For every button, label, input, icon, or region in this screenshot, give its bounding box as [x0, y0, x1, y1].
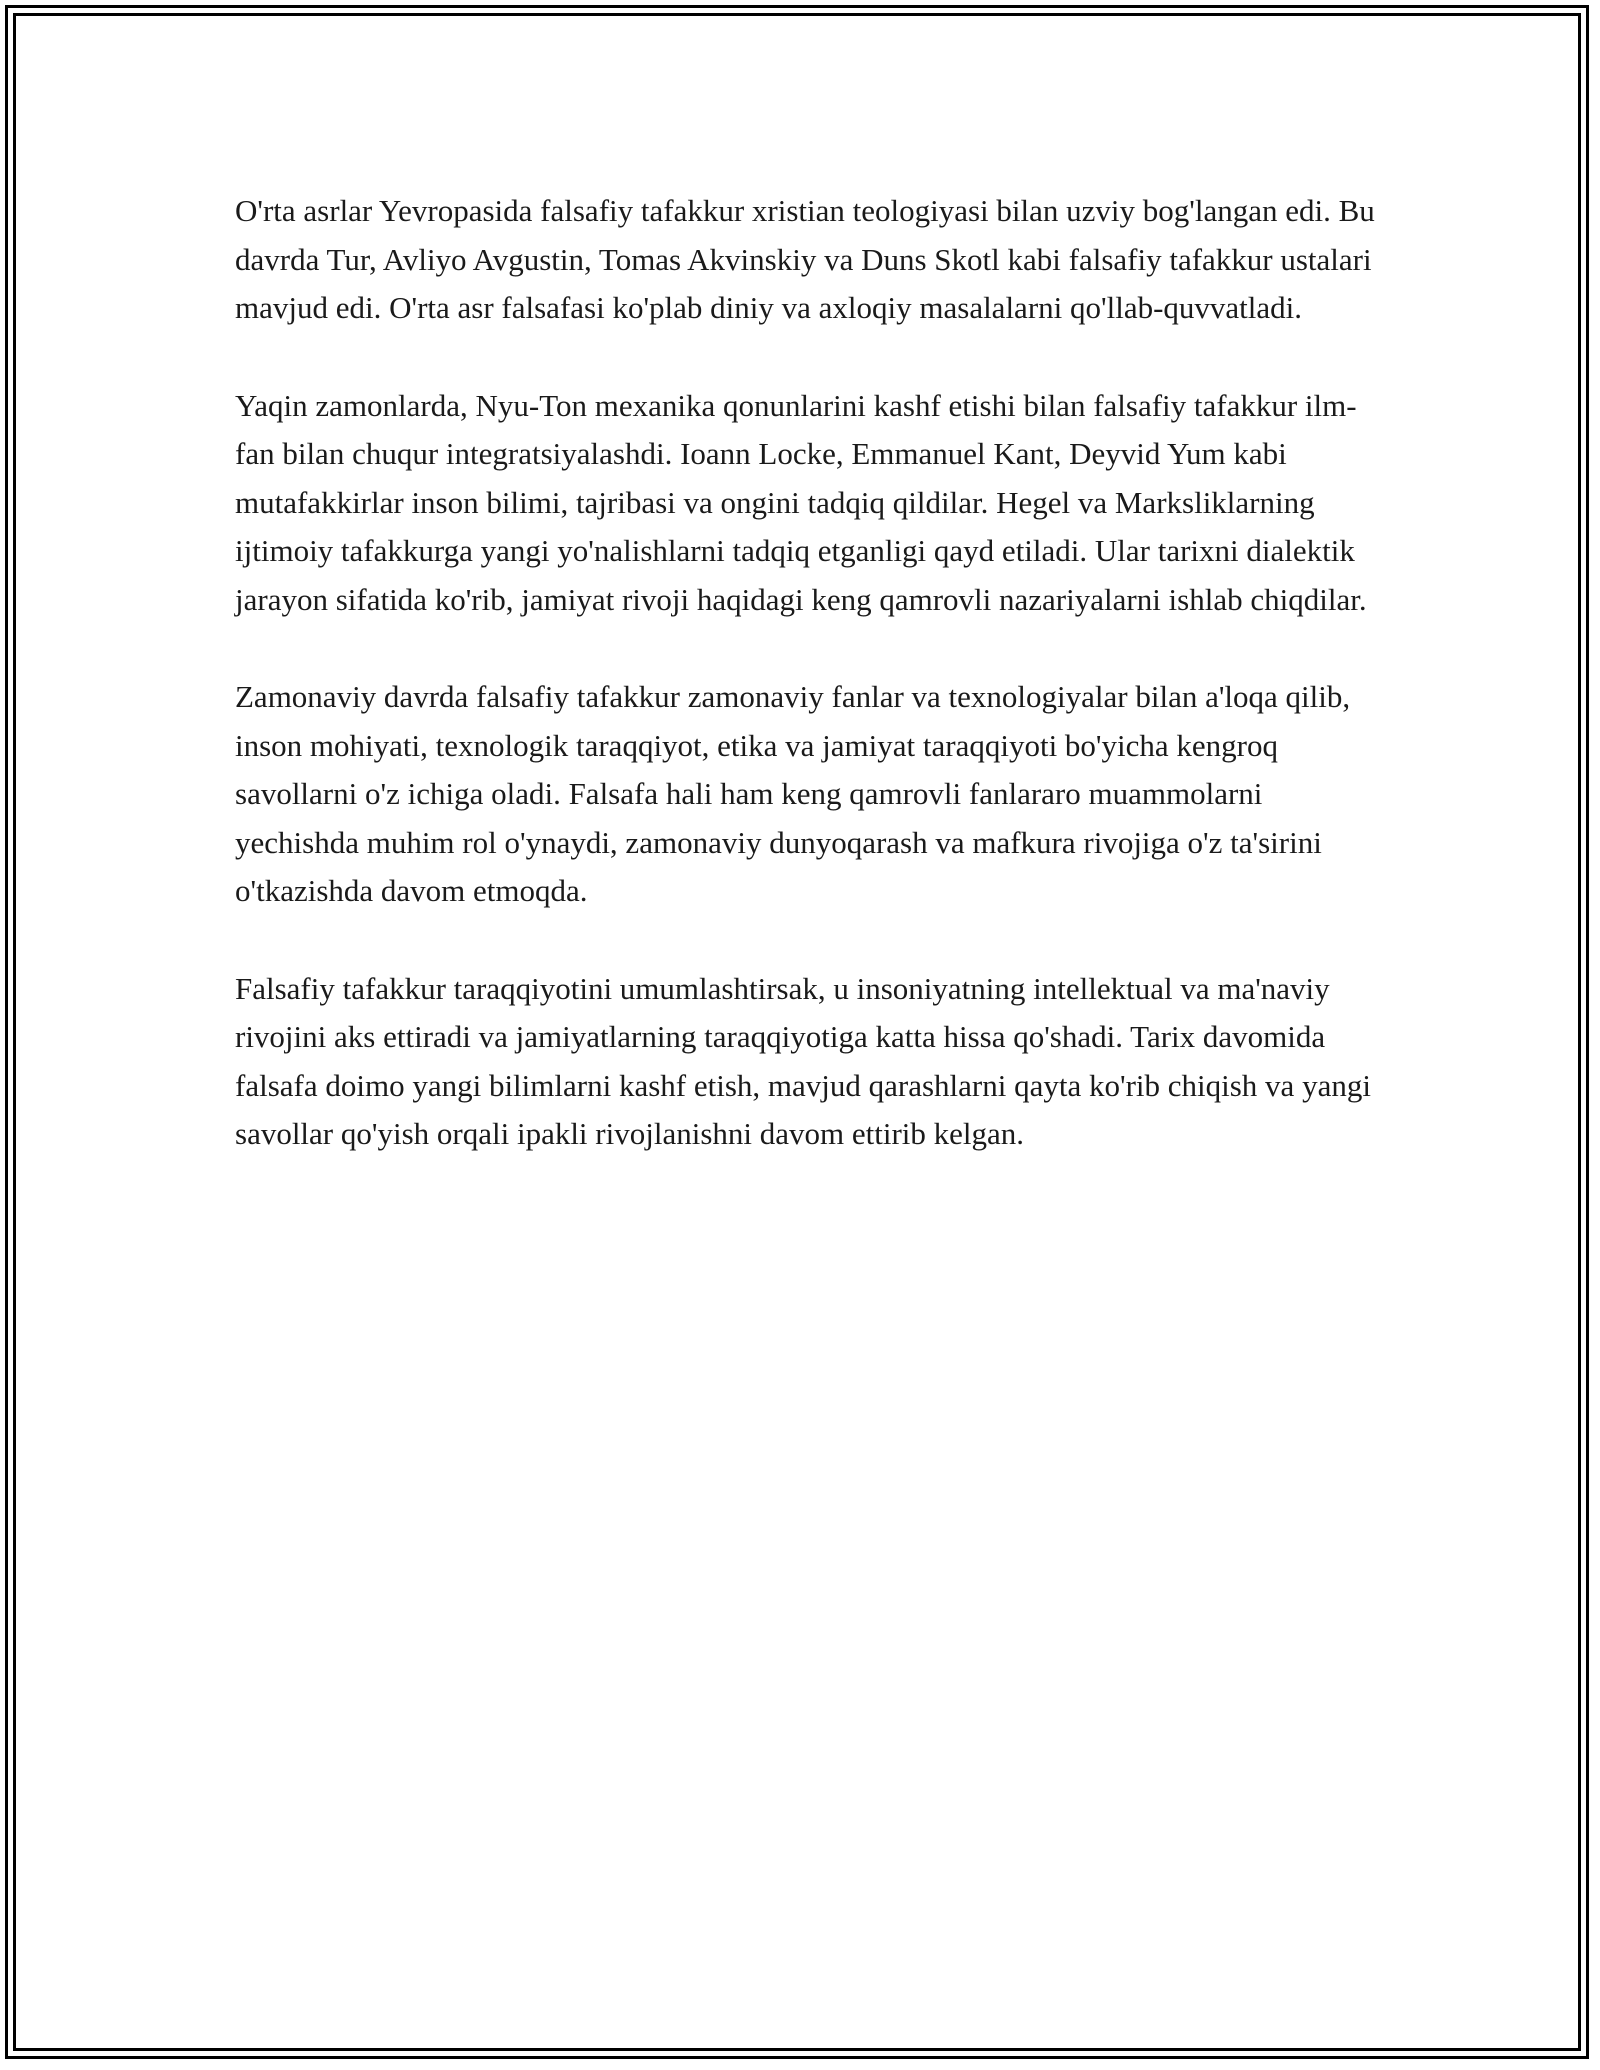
paragraph-medieval-philosophy: O'rta asrlar Yevropasida falsafiy tafakkur xristian teologiyasi bilan uzviy bog'langan edi. Bu davrda Tur, Avliyo Avgustin, Tomas Akvinskiy va Duns Skotl kabi falsafiy tafakkur ustalari mavjud edi. O'rta asr falsafasi ko'plab diniy va axloqiy masalalarni qo'llab-quvvatladi. — [235, 193, 1375, 325]
paragraph-conclusion: Falsafiy tafakkur taraqqiyotini umumlashtirsak, u insoniyatning intellektual va ma'naviy rivojini aks ettiradi va jamiyatlarning taraqqiyotiga katta hissa qo'shadi. Tarix davomida falsafa doimo yangi bilimlarni kashf etish, mavjud qarashlarni qayta ko'rib chiqish va yangi savollar qo'yish orqali ipakli rivojlanishni davom ettirib kelgan. — [235, 970, 1371, 1151]
document-body — [235, 187, 1375, 1208]
paragraph-contemporary-philosophy: Zamonaviy davrda falsafiy tafakkur zamonaviy fanlar va texnologiyalar bilan a'loqa qilib, inson mohiyati, texnologik taraqqiyot, etika va jamiyat taraqqiyoti bo'yicha kengroq savollarni o'z ichiga oladi. Falsafa hali ham keng qamrovli fanlararo muammolarni yechishda muhim rol o'ynaydi, zamonaviy dunyoqarash va mafkura rivojiga o'z ta'sirini o'tkazishda davom etmoqda. — [235, 679, 1351, 908]
paragraph-modern-philosophy: Yaqin zamonlarda, Nyu-Ton mexanika qonunlarini kashf etishi bilan falsafiy tafakkur ilm-fan bilan chuqur integratsiyalashdi. Ioann Locke, Emmanuel Kant, Deyvid Yum kabi mutafakkirlar inson bilimi, tajribasi va ongini tadqiq qildilar. Hegel va Marksliklarning ijtimoiy tafakkurga yangi yo'nalishlarni tadqiq etganligi qayd etiladi. Ular tarixni dialektik jarayon sifatida ko'rib, jamiyat rivoji haqidagi keng qamrovli nazariyalarni ishlab chiqdilar. — [235, 387, 1367, 617]
